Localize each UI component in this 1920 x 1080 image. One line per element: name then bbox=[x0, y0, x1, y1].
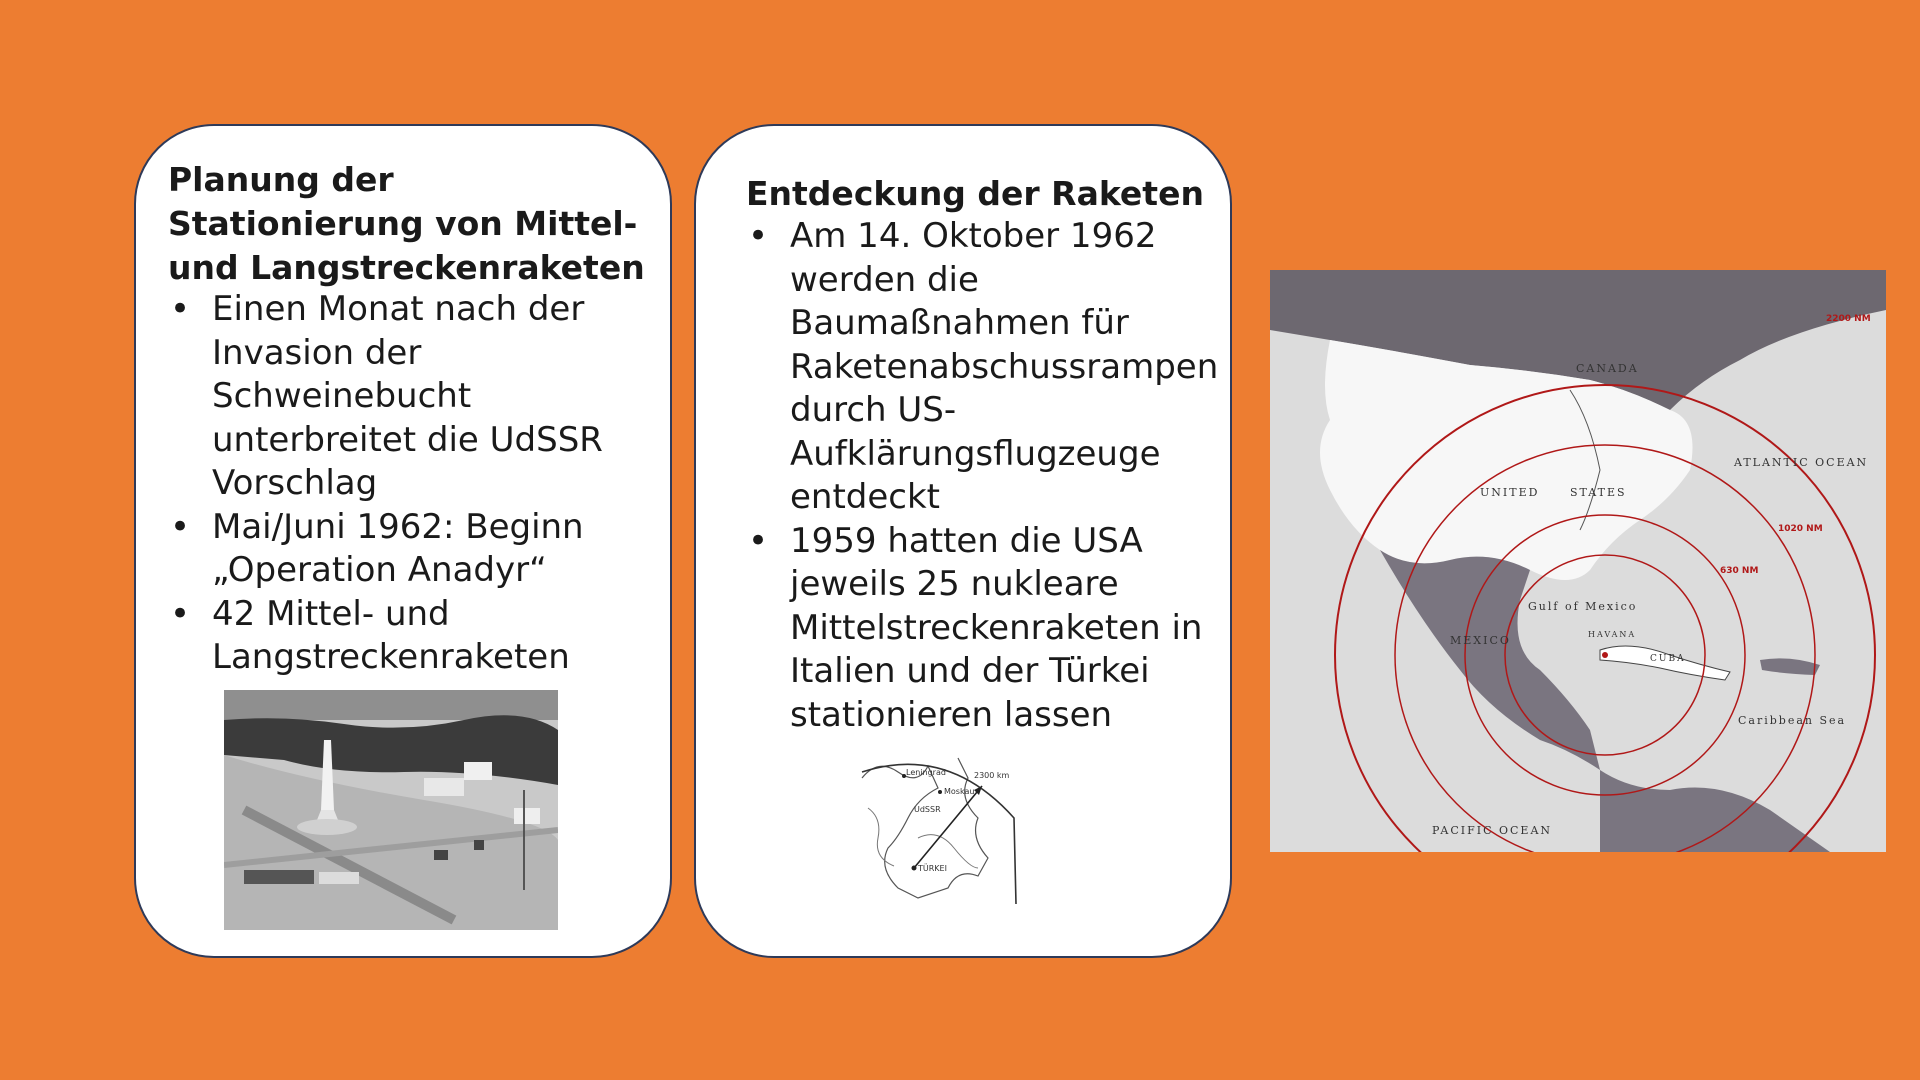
map-label-caribbean: Caribbean Sea bbox=[1738, 714, 1847, 727]
discovery-bullet-2: • 1959 hatten die USA jeweils 25 nukleare Mittelstreckenraketen in Italien und der Türkei stationieren lassen bbox=[746, 520, 1226, 738]
planning-bullet-list bbox=[168, 288, 658, 680]
range-map-drawing bbox=[1270, 270, 1886, 852]
planning-bullet-3: • 42 Mittel- und Langstreckenraketen bbox=[168, 593, 658, 680]
map-label-gulf: Gulf of Mexico bbox=[1528, 600, 1638, 613]
planning-bullet-2: • Mai/Juni 1962: Beginn „Operation Anadyr“ bbox=[168, 506, 658, 593]
sketch-label-leningrad: Leningrad bbox=[906, 768, 946, 777]
map-label-pacific: PACIFIC OCEAN bbox=[1432, 824, 1553, 837]
map-label-states: STATES bbox=[1570, 486, 1627, 499]
map-label-range-630: 630 NM bbox=[1720, 566, 1759, 576]
planning-bullet-1: • Einen Monat nach der Invasion der Schweinebucht unterbreitet die UdSSR Vorschlag bbox=[168, 288, 658, 506]
discovery-card bbox=[694, 124, 1232, 958]
map-label-mexico: MEXICO bbox=[1450, 634, 1511, 647]
map-label-canada: CANADA bbox=[1576, 362, 1639, 375]
range-sketch-drawing bbox=[858, 748, 1022, 904]
sketch-label-tuerkei: TÜRKEI bbox=[918, 864, 947, 873]
sketch-label-udssr: UdSSR bbox=[914, 805, 941, 814]
discovery-title: Entdeckung der Raketen bbox=[746, 174, 1204, 213]
map-label-cuba: CUBA bbox=[1650, 654, 1686, 664]
missile-site-photo bbox=[224, 690, 558, 930]
sketch-label-moskau: Moskau bbox=[944, 787, 975, 796]
map-label-united: UNITED bbox=[1480, 486, 1540, 499]
soviet-range-sketch bbox=[858, 748, 1022, 904]
map-label-range-2200: 2200 NM bbox=[1826, 314, 1871, 324]
planning-title: Planung der Stationierung von Mittel- und Langstreckenraketen bbox=[168, 160, 645, 287]
discovery-bullet-1: • Am 14. Oktober 1962 werden die Baumaßnahmen für Raketenabschussrampen durch US-Aufklärungsflugzeuge entdeckt bbox=[746, 215, 1226, 520]
discovery-bullet-list bbox=[746, 215, 1226, 737]
map-label-atlantic: ATLANTIC OCEAN bbox=[1734, 456, 1869, 469]
map-label-havana: HAVANA bbox=[1588, 630, 1637, 639]
missile-site-illustration bbox=[224, 690, 558, 930]
planning-card bbox=[134, 124, 672, 958]
sketch-label-range: 2300 km bbox=[974, 771, 1010, 780]
map-label-range-1020: 1020 NM bbox=[1778, 524, 1823, 534]
missile-range-map bbox=[1270, 270, 1886, 852]
